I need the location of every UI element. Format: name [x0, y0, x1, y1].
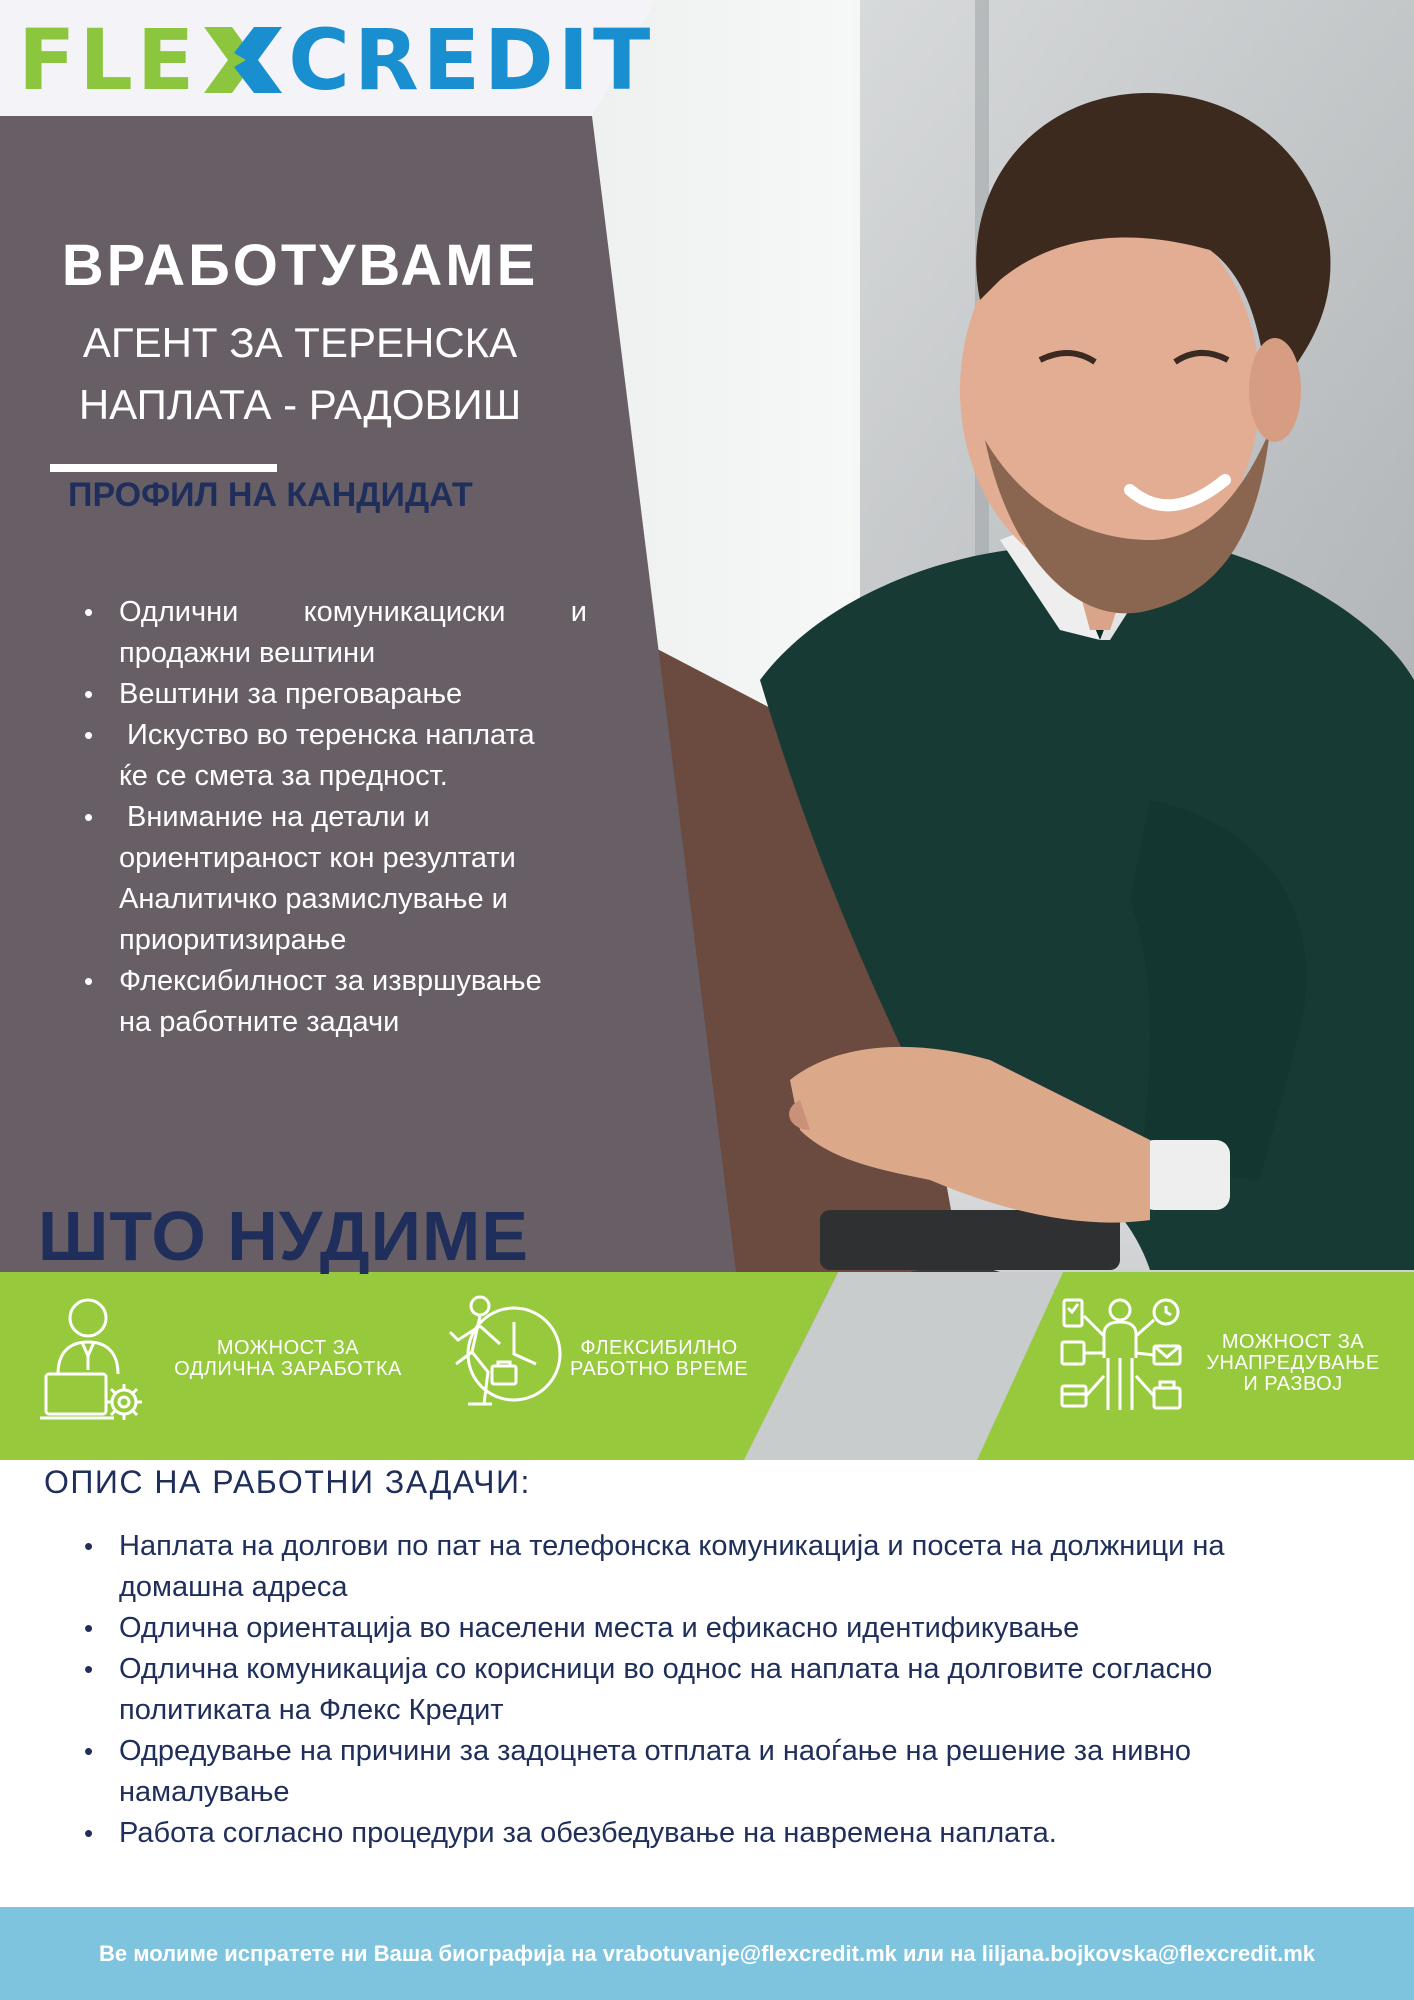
task-item3-line2: политиката на Флекс Кредит — [119, 1694, 504, 1726]
profile-item4-line3: Аналитичко размислување и — [119, 883, 508, 915]
running-man-clock-icon — [444, 1292, 564, 1414]
profile-item5-line1: • Флексибилност за извршување — [119, 965, 542, 997]
offer-item-earnings-line1: МОЖНОСТ ЗА — [216, 1337, 360, 1359]
list-item — [82, 674, 587, 715]
profile-item3-line2: ќе се смета за предност. — [119, 760, 448, 792]
offer-item-development — [1200, 1332, 1386, 1395]
list-item — [82, 1608, 1382, 1649]
position-title — [0, 312, 600, 436]
hiring-title: ВРАБОТУВАМЕ — [61, 233, 539, 298]
list-item — [82, 592, 587, 674]
person-network-icon — [1060, 1296, 1182, 1414]
offer-item-flexible-time-line1: ФЛЕКСИБИЛНО — [580, 1337, 738, 1359]
tasks-heading: ОПИС НА РАБОТНИ ЗАДАЧИ: — [44, 1464, 531, 1500]
offer-item-development-line3: И РАЗВОЈ — [1243, 1373, 1343, 1395]
position-title-line2: НАПЛАТА - РАДОВИШ — [78, 381, 522, 428]
profile-item1-line1 — [119, 592, 587, 633]
profile-item2: • Вештини за преговарање — [119, 678, 463, 710]
profile-item4-line1: • Внимание на детали и — [119, 801, 430, 833]
offer-item-flexible-time — [566, 1338, 752, 1380]
offer-item-flexible-time-line2: РАБОТНО ВРЕМЕ — [569, 1358, 749, 1380]
list-item — [82, 1731, 1382, 1813]
offer-item-development-line1: МОЖНОСТ ЗА — [1221, 1331, 1365, 1353]
list-item — [82, 1526, 1382, 1608]
profile-list — [82, 592, 587, 1043]
profile-item1-word1: • Одлични — [119, 596, 239, 628]
profile-item1-word2: комуникациски — [303, 596, 506, 628]
task-item4-line1: • Одредување на причини за задоцнета отплата и наоѓање на решение за нивно — [119, 1735, 1192, 1767]
offer-heading: ШТО НУДИМЕ — [38, 1197, 529, 1275]
profile-item1-line2: продажни вештини — [119, 637, 376, 669]
profile-item4-line2: ориентираност кон резултати — [119, 842, 516, 874]
worker-laptop-gear-icon — [38, 1296, 144, 1424]
tasks-list — [82, 1526, 1382, 1854]
task-item1-line1: • Наплата на долгови по пат на телефонска комуникација и посета на должници на — [119, 1530, 1225, 1562]
logo-text-credit: CREDIT — [288, 11, 655, 109]
task-item3-line1: • Одлична комуникација со корисници во однос на наплата на долговите согласно — [119, 1653, 1213, 1685]
profile-item5-line2: на работните задачи — [119, 1006, 400, 1038]
profile-heading: ПРОФИЛ НА КАНДИДАТ — [68, 476, 473, 514]
position-title-line1: АГЕНТ ЗА ТЕРЕНСКА — [82, 319, 518, 366]
list-item — [82, 715, 587, 797]
footer-bar — [0, 1907, 1414, 2000]
logo-text-fle: FLE — [18, 11, 199, 109]
heading-divider — [50, 464, 277, 472]
task-item2: • Одлична ориентација во населени места и ефикасно идентификување — [119, 1612, 1080, 1644]
profile-item4-line4: приоритизирање — [119, 924, 347, 956]
logo-x-icon — [204, 27, 282, 93]
offer-item-earnings-line2: ОДЛИЧНА ЗАРАБОТКА — [174, 1358, 402, 1380]
list-item — [82, 797, 587, 961]
list-item — [82, 1649, 1382, 1731]
task-item4-line2: намалување — [119, 1776, 290, 1808]
task-item1-line2: домашна адреса — [119, 1571, 348, 1603]
list-item — [82, 961, 587, 1043]
flexcredit-logo — [18, 11, 655, 109]
offer-item-earnings — [160, 1338, 416, 1380]
footer-contact-text: Ве молиме испратете ни Ваша биографија на vrabotuvanje@flexcredit.mk или на liljana.bojkovska@flexcredit.mk — [98, 1940, 1316, 1966]
list-item — [82, 1813, 1382, 1854]
offer-item-development-line2: УНАПРЕДУВАЊЕ — [1206, 1352, 1380, 1374]
profile-item1-word3: и — [570, 596, 587, 628]
task-item5: • Работа согласно процедури за обезбедување на навремена наплата. — [119, 1817, 1057, 1849]
profile-item3-line1: • Искуство во теренска наплата — [119, 719, 535, 751]
